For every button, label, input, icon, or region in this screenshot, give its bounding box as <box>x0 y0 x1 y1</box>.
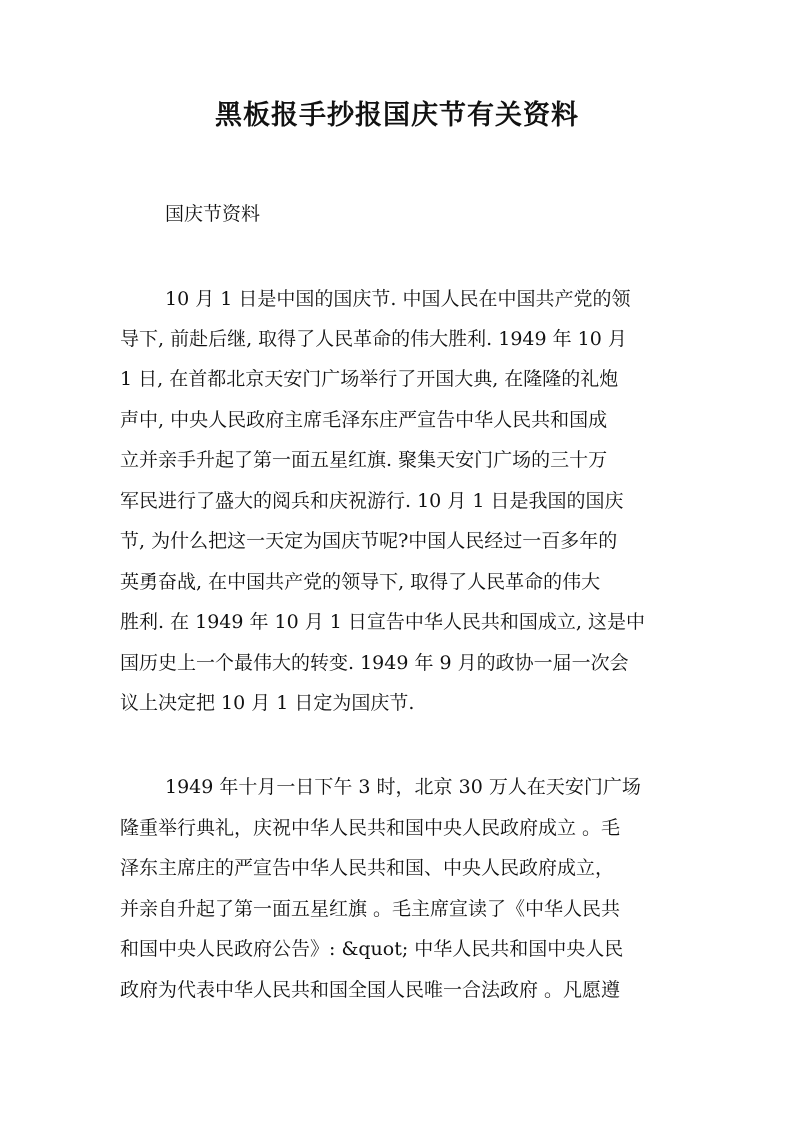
paragraph-2-line-6: 政府为代表中华人民共和国全国人民唯一合法政府 。凡愿遵 <box>120 979 621 1001</box>
paragraph-1-line-7: 节, 为什么把这一天定为国庆节呢?中国人民经过一百多年的 <box>120 530 618 552</box>
paragraph-1-line-11: 议上决定把 10 月 1 日定为国庆节. <box>120 692 415 714</box>
paragraph-1-line-5: 立并亲手升起了第一面五星红旗. 聚集天安门广场的三十万 <box>120 449 608 471</box>
paragraph-1-line-3: 1 日, 在首都北京天安门广场举行了开国大典, 在隆隆的礼炮 <box>120 368 619 390</box>
paragraph-2-line-4: 并亲自升起了第一面五星红旗 。毛主席宣读了《中华人民共 <box>120 898 621 920</box>
paragraph-1-line-10: 国历史上一个最伟大的转变. 1949 年 9 月的政协一届一次会 <box>120 652 629 674</box>
paragraph-2-line-2: 隆重举行典礼，庆祝中华人民共和国中央人民政府成立 。毛 <box>120 817 621 839</box>
paragraph-2-line-1: 1949 年十月一日下午 3 时，北京 30 万人在天安门广场 <box>165 776 641 798</box>
section-heading: 国庆节资料 <box>165 203 261 225</box>
paragraph-1-line-9: 胜利. 在 1949 年 10 月 1 日宣告中华人民共和国成立, 这是中 <box>120 611 646 633</box>
paragraph-2-line-5: 和国中央人民政府公告》: &quot; 中华人民共和国中央人民 <box>120 938 624 960</box>
paragraph-1-line-2: 导下, 前赴后继, 取得了人民革命的伟大胜利. 1949 年 10 月 <box>120 328 627 350</box>
paragraph-2-line-3: 泽东主席庄的严宣告中华人民共和国、中央人民政府成立， <box>120 857 615 879</box>
paragraph-1-line-1: 10 月 1 日是中国的国庆节. 中国人民在中国共产党的领 <box>165 288 631 310</box>
document-title: 黑板报手抄报国庆节有关资料 <box>215 100 579 131</box>
paragraph-1-line-4: 声中, 中央人民政府主席毛泽东庄严宣告中华人民共和国成 <box>120 409 608 431</box>
paragraph-1-line-8: 英勇奋战, 在中国共产党的领导下, 取得了人民革命的伟大 <box>120 571 601 593</box>
paragraph-1-line-6: 军民进行了盛大的阅兵和庆祝游行. 10 月 1 日是我国的国庆 <box>120 490 624 512</box>
